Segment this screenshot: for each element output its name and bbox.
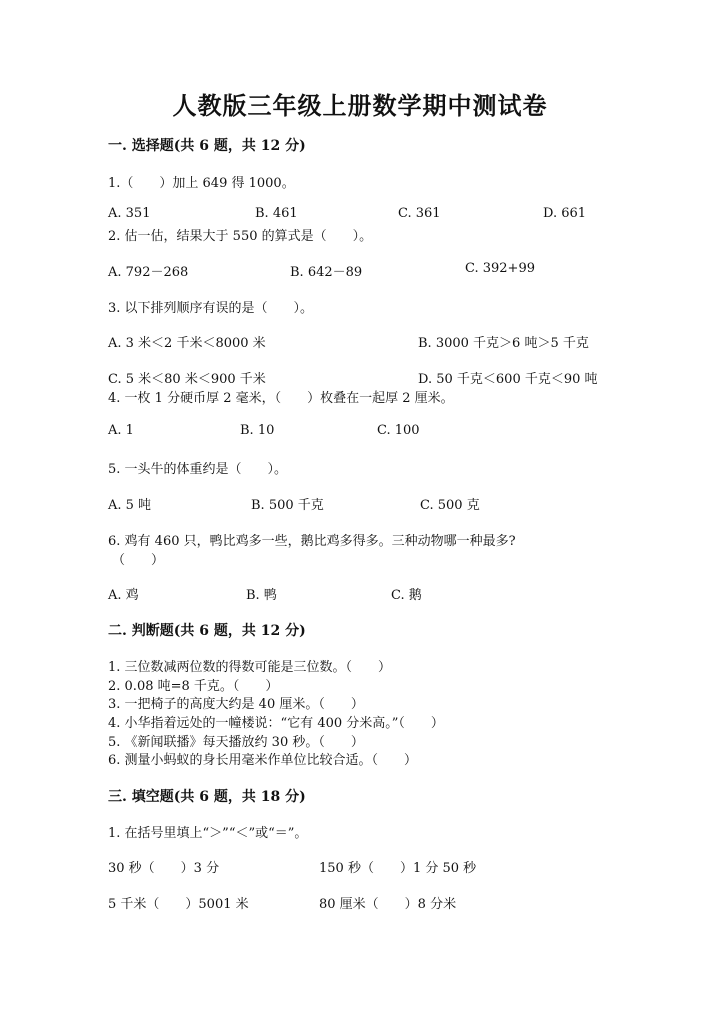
section-heading-judgement: 二. 判断题(共 6 题，共 12 分) bbox=[108, 623, 306, 639]
q4-option-c: C. 100 bbox=[377, 423, 420, 438]
question-1: 1.（ ）加上 649 得 1000。 bbox=[108, 176, 295, 191]
q3-option-b: B. 3000 千克＞6 吨＞5 千克 bbox=[418, 336, 589, 351]
question-2: 2. 估一估，结果大于 550 的算式是（ ）。 bbox=[108, 229, 373, 244]
judgement-item-4: 4. 小华指着远处的一幢楼说：“它有 400 分米高。”（ ） bbox=[108, 716, 444, 731]
q6-option-c: C. 鹅 bbox=[391, 588, 422, 603]
fill-row-2-left: 5 千米（ ）5001 米 bbox=[108, 897, 249, 912]
question-4: 4. 一枚 1 分硬币厚 2 毫米，（ ）枚叠在一起厚 2 厘米。 bbox=[108, 391, 454, 406]
q5-option-b: B. 500 千克 bbox=[251, 498, 324, 513]
q2-option-b: B. 642－89 bbox=[290, 265, 363, 280]
q1-option-c: C. 361 bbox=[398, 206, 441, 221]
judgement-item-6: 6. 测量小蚂蚁的身长用毫米作单位比较合适。（ ） bbox=[108, 753, 418, 768]
judgement-item-1: 1. 三位数减两位数的得数可能是三位数。（ ） bbox=[108, 660, 392, 675]
q1-option-b: B. 461 bbox=[255, 206, 298, 221]
question-5: 5. 一头牛的体重约是（ ）。 bbox=[108, 462, 288, 477]
question-3: 3. 以下排列顺序有误的是（ ）。 bbox=[108, 301, 314, 316]
section-heading-fill: 三. 填空题(共 6 题，共 18 分) bbox=[108, 789, 306, 805]
q2-option-a: A. 792－268 bbox=[108, 265, 189, 280]
judgement-item-5: 5. 《新闻联播》每天播放约 30 秒。（ ） bbox=[108, 735, 364, 750]
q5-option-c: C. 500 克 bbox=[420, 498, 480, 513]
q6-option-b: B. 鸭 bbox=[246, 588, 277, 603]
q4-option-b: B. 10 bbox=[240, 423, 275, 438]
fill-row-1-right: 150 秒（ ）1 分 50 秒 bbox=[319, 861, 477, 876]
q3-option-d: D. 50 千克＜600 千克＜90 吨 bbox=[418, 372, 598, 387]
q3-option-c: C. 5 米＜80 米＜900 千米 bbox=[108, 372, 266, 387]
question-6: 6. 鸡有 460 只，鸭比鸡多一些，鹅比鸡多得多。三种动物哪一种最多? bbox=[108, 534, 516, 549]
question-6-blank: （ ） bbox=[112, 553, 165, 568]
fill-row-2-right: 80 厘米（ ）8 分米 bbox=[319, 897, 457, 912]
q1-option-a: A. 351 bbox=[108, 206, 151, 221]
judgement-item-3: 3. 一把椅子的高度大约是 40 厘米。（ ） bbox=[108, 697, 364, 712]
q4-option-a: A. 1 bbox=[108, 423, 134, 438]
q2-option-c: C. 392+99 bbox=[465, 261, 535, 276]
page-title: 人教版三年级上册数学期中测试卷 bbox=[172, 91, 548, 120]
fill-row-1-left: 30 秒（ ）3 分 bbox=[108, 861, 220, 876]
q6-option-a: A. 鸡 bbox=[108, 588, 139, 603]
q5-option-a: A. 5 吨 bbox=[108, 498, 152, 513]
judgement-item-2: 2. 0.08 吨=8 千克。（ ） bbox=[108, 679, 279, 694]
q1-option-d: D. 661 bbox=[543, 206, 587, 221]
section-heading-choice: 一. 选择题(共 6 题，共 12 分) bbox=[108, 138, 306, 154]
q3-option-a: A. 3 米＜2 千米＜8000 米 bbox=[108, 336, 266, 351]
fill-question-1: 1. 在括号里填上“＞”“＜”或“＝”。 bbox=[108, 826, 308, 841]
